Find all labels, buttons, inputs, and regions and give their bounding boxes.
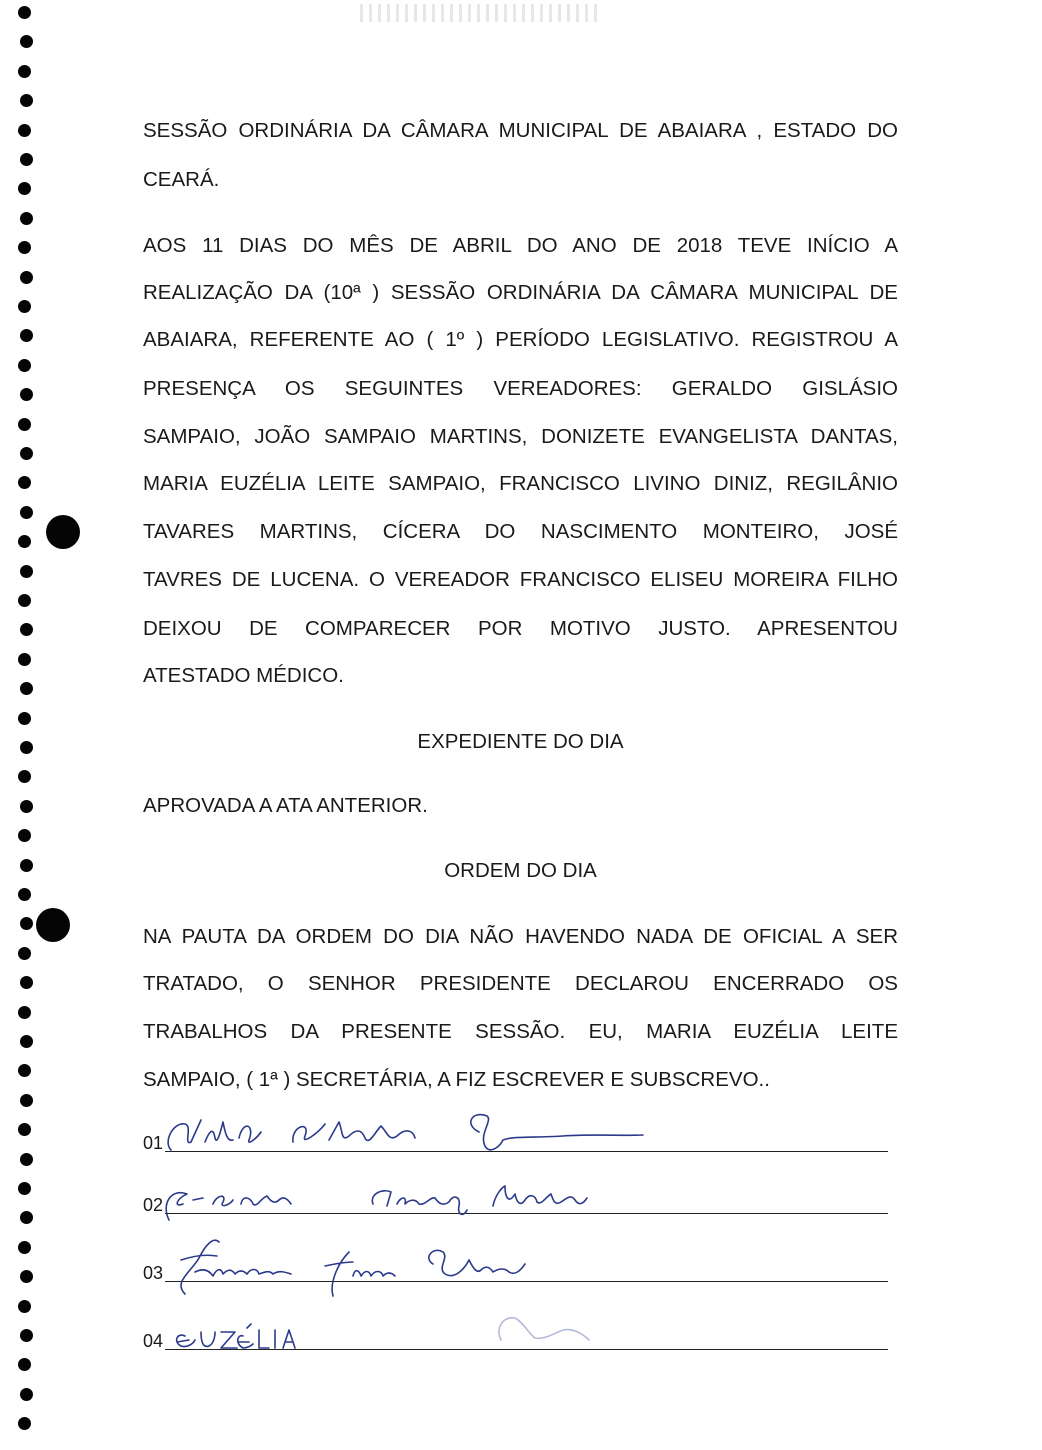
punch-hole <box>20 623 33 636</box>
punch-hole <box>20 1035 33 1048</box>
punch-hole <box>18 770 31 783</box>
punch-hole <box>18 1300 31 1313</box>
punch-hole <box>20 859 33 872</box>
punch-hole <box>18 476 31 489</box>
paragraph1-line-6: MARIA EUZÉLIA LEITE SAMPAIO, FRANCISCO LIVINO DINIZ, REGILÂNIO <box>143 472 898 495</box>
signature-1-handwriting <box>143 1102 888 1162</box>
punch-hole <box>20 976 33 989</box>
paragraph1-line-10: ATESTADO MÉDICO. <box>143 664 344 687</box>
punch-hole <box>18 1123 31 1136</box>
punch-hole <box>18 1417 31 1430</box>
punch-hole <box>18 1064 31 1077</box>
title-line-1: SESSÃO ORDINÁRIA DA CÂMARA MUNICIPAL DE ABAIARA , ESTADO DO <box>143 119 898 142</box>
paragraph1-line-3: ABAIARA, REFERENTE AO ( 1º ) PERÍODO LEGISLATIVO. REGISTROU A <box>143 328 898 351</box>
punch-hole <box>18 653 31 666</box>
punch-hole-large-2 <box>36 908 70 942</box>
punch-holes-margin <box>0 0 40 1450</box>
punch-hole <box>20 917 33 930</box>
punch-hole <box>18 182 31 195</box>
signature-row-3 <box>143 1250 888 1290</box>
signature-row-4 <box>143 1318 888 1358</box>
signature-number-1: 01 <box>143 1133 164 1153</box>
punch-hole <box>20 741 33 754</box>
paragraph2-line-1: NA PAUTA DA ORDEM DO DIA NÃO HAVENDO NADA DE OFICIAL A SER <box>143 925 898 948</box>
punch-hole <box>20 1329 33 1342</box>
punch-hole <box>20 35 33 48</box>
signature-row-2 <box>143 1182 888 1222</box>
punch-hole <box>18 241 31 254</box>
punch-hole <box>18 1358 31 1371</box>
punch-hole <box>20 94 33 107</box>
punch-hole <box>18 124 31 137</box>
title-line-2: CEARÁ. <box>143 168 220 191</box>
signature-4-handwriting <box>143 1300 888 1360</box>
punch-hole <box>20 447 33 460</box>
punch-hole <box>18 1182 31 1195</box>
punch-hole <box>20 1153 33 1166</box>
signature-row-1 <box>143 1120 888 1160</box>
punch-hole <box>18 1006 31 1019</box>
paragraph1-line-5: SAMPAIO, JOÃO SAMPAIO MARTINS, DONIZETE EVANGELISTA DANTAS, <box>143 425 898 448</box>
paragraph2-line-2: TRATADO, O SENHOR PRESIDENTE DECLAROU ENCERRADO OS <box>143 972 898 995</box>
punch-hole <box>18 712 31 725</box>
punch-hole <box>18 6 31 19</box>
paragraph1-line-7: TAVARES MARTINS, CÍCERA DO NASCIMENTO MONTEIRO, JOSÉ <box>143 520 898 543</box>
punch-hole <box>20 1270 33 1283</box>
punch-hole <box>20 800 33 813</box>
punch-hole <box>18 888 31 901</box>
punch-hole <box>20 388 33 401</box>
punch-hole-large-1 <box>46 515 80 549</box>
punch-hole <box>18 300 31 313</box>
paragraph1-line-4: PRESENÇA OS SEGUINTES VEREADORES: GERALDO GISLÁSIO <box>143 377 898 400</box>
punch-hole <box>20 212 33 225</box>
signature-number-2: 02 <box>143 1195 164 1215</box>
signature-2-handwriting <box>143 1164 888 1224</box>
punch-hole <box>20 153 33 166</box>
signature-3-handwriting <box>143 1232 888 1292</box>
paragraph1-line-1: AOS 11 DIAS DO MÊS DE ABRIL DO ANO DE 2018 TEVE INÍCIO A <box>143 234 898 257</box>
paragraph1-line-2: REALIZAÇÃO DA (10ª ) SESSÃO ORDINÁRIA DA CÂMARA MUNICIPAL DE <box>143 281 898 304</box>
punch-hole <box>18 1241 31 1254</box>
expediente-text: APROVADA A ATA ANTERIOR. <box>143 794 428 817</box>
paragraph1-line-9: DEIXOU DE COMPARECER POR MOTIVO JUSTO. APRESENTOU <box>143 617 898 640</box>
heading-ordem: ORDEM DO DIA <box>444 859 597 882</box>
punch-hole <box>18 359 31 372</box>
punch-hole <box>18 829 31 842</box>
paragraph1-line-8: TAVRES DE LUCENA. O VEREADOR FRANCISCO ELISEU MOREIRA FILHO <box>143 568 898 591</box>
punch-hole <box>18 65 31 78</box>
punch-hole <box>20 1211 33 1224</box>
punch-hole <box>20 1388 33 1401</box>
punch-hole <box>18 535 31 548</box>
punch-hole <box>18 947 31 960</box>
punch-hole <box>20 1094 33 1107</box>
punch-hole <box>20 329 33 342</box>
punch-hole <box>20 682 33 695</box>
heading-expediente: EXPEDIENTE DO DIA <box>417 730 624 753</box>
punch-hole <box>20 506 33 519</box>
scan-artifact <box>360 4 600 22</box>
punch-hole <box>20 565 33 578</box>
paragraph2-line-3: TRABALHOS DA PRESENTE SESSÃO. EU, MARIA EUZÉLIA LEITE <box>143 1020 898 1043</box>
punch-hole <box>20 271 33 284</box>
signature-number-4: 04 <box>143 1331 164 1351</box>
signature-number-3: 03 <box>143 1263 164 1283</box>
punch-hole <box>18 418 31 431</box>
punch-hole <box>18 594 31 607</box>
paragraph2-line-4: SAMPAIO, ( 1ª ) SECRETÁRIA, A FIZ ESCREVER E SUBSCREVO.. <box>143 1068 770 1091</box>
